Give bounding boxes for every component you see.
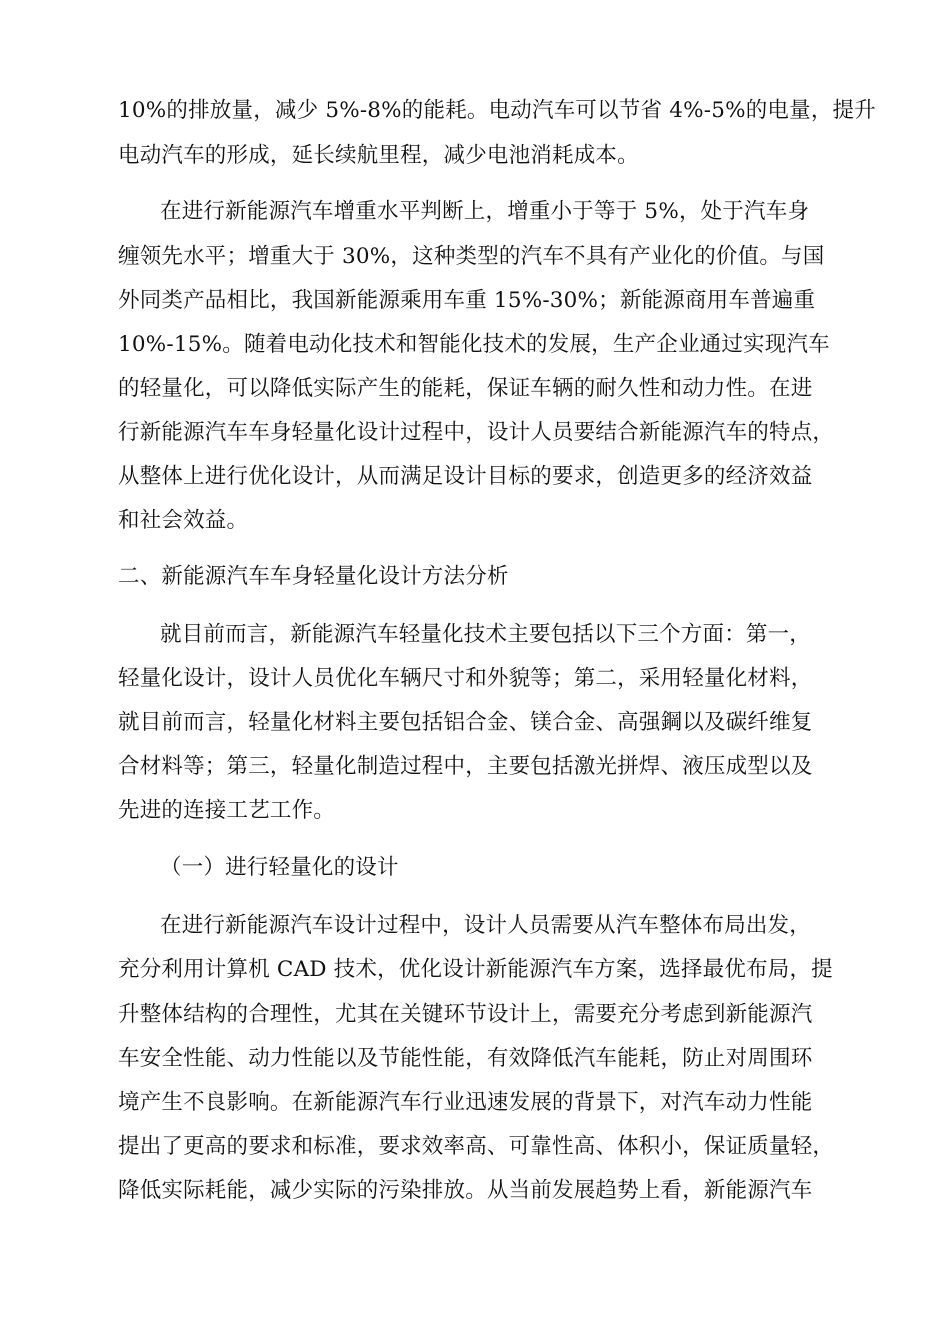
section-heading: 二、新能源汽车车身轻量化设计方法分析 <box>118 564 509 589</box>
text-line: 行新能源汽车车身轻量化设计过程中，设计人员要结合新能源汽车的特点， <box>118 420 835 445</box>
text-line: 缠领先水平；增重大于 30%，这种类型的汽车不具有产业化的价值。与国 <box>118 244 825 269</box>
text-line: 10%-15%。随着电动化技术和智能化技术的发展，生产企业通过实现汽车 <box>118 332 830 357</box>
paragraph-first-line: 就目前而言，新能源汽车轻量化技术主要包括以下三个方面：第一， <box>160 622 812 647</box>
text-line: 的轻量化，可以降低实际产生的能耗，保证车辆的耐久性和动力性。在进 <box>118 376 813 401</box>
text-line: 合材料等；第三，轻量化制造过程中，主要包括激光拼焊、液压成型以及 <box>118 754 813 779</box>
text-line: 提出了更高的要求和标准，要求效率高、可靠性高、体积小，保证质量轻， <box>118 1134 835 1159</box>
paragraph-first-line: 在进行新能源汽车设计过程中，设计人员需要从汽车整体布局出发， <box>160 913 812 938</box>
text-line: 降低实际耗能，减少实际的污染排放。从当前发展趋势上看，新能源汽车 <box>118 1178 813 1203</box>
text-line: 外同类产品相比，我国新能源乘用车重 15%-30%；新能源商用车普遍重 <box>118 288 816 313</box>
text-line: 升整体结构的合理性，尤其在关键环节设计上，需要充分考虑到新能源汽 <box>118 1002 813 1027</box>
text-line: 轻量化设计，设计人员优化车辆尺寸和外貌等；第二，采用轻量化材料， <box>118 666 813 691</box>
text-line: 先进的连接工艺工作。 <box>118 798 336 823</box>
text-line: 从整体上进行优化设计，从而满足设计目标的要求，创造更多的经济效益 <box>118 464 813 489</box>
paragraph-first-line: 在进行新能源汽车增重水平判断上，增重小于等于 5%，处于汽车身 <box>160 199 810 224</box>
text-line: 就目前而言，轻量化材料主要包括铝合金、镁合金、高强鋼以及碳纤维复 <box>118 710 813 735</box>
text-line: 和社会效益。 <box>118 508 249 533</box>
subsection-heading: （一）进行轻量化的设计 <box>160 855 399 880</box>
text-line: 境产生不良影响。在新能源汽车行业迅速发展的背景下，对汽车动力性能 <box>118 1090 813 1115</box>
text-line: 车安全性能、动力性能以及节能性能，有效降低汽车能耗，防止对周围环 <box>118 1046 813 1071</box>
text-line: 电动汽车的形成，延长续航里程，减少电池消耗成本。 <box>118 143 639 168</box>
text-line: 充分利用计算机 CAD 技术，优化设计新能源汽车方案，选择最优布局，提 <box>118 957 833 982</box>
text-line: 10%的排放量，减少 5%-8%的能耗。电动汽车可以节省 4%-5%的电量，提升 <box>118 98 876 123</box>
